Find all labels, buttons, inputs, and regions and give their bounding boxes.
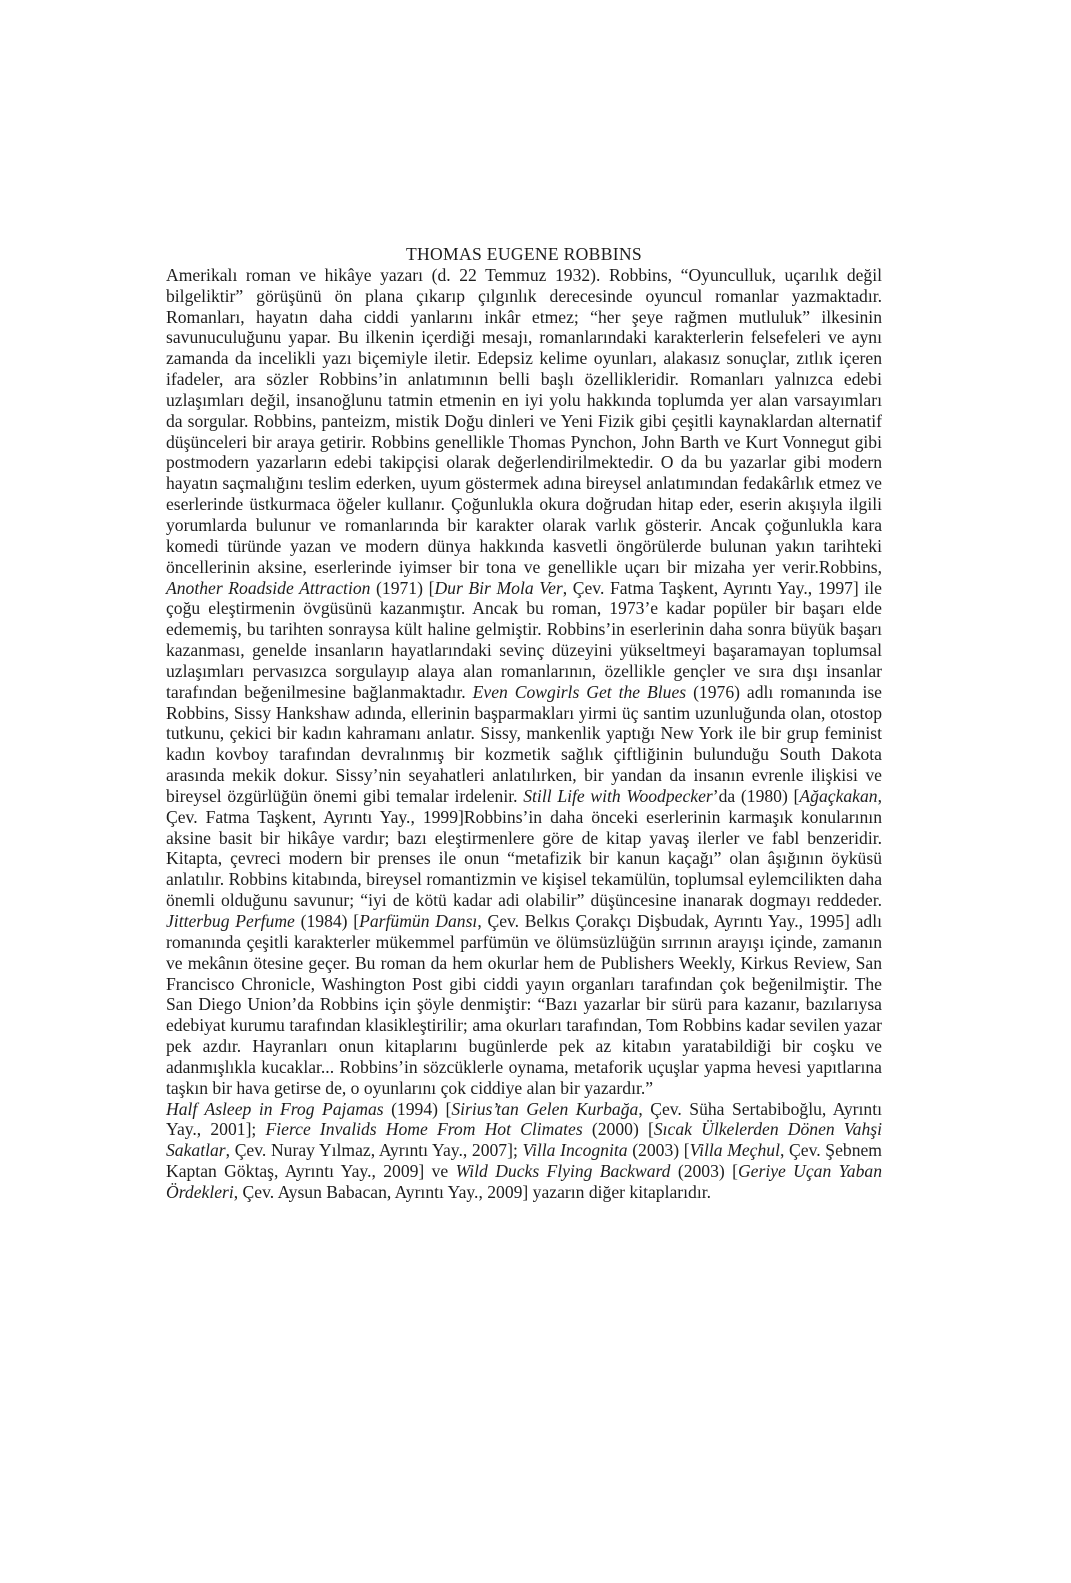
italic-title-text: Sirius’tan Gelen Kurbağa (451, 1098, 639, 1119)
paragraph-text: (2003) [ (627, 1140, 690, 1161)
italic-title-text: Parfümün Dansı (359, 911, 478, 931)
paragraph-text: , Çev. Şebnem Kaptan Göktaş, Ayrıntı Yay., 2009] ve (166, 1140, 882, 1182)
document-page (166, 244, 882, 1203)
paragraph-text: (1971) [ (370, 577, 435, 598)
paragraph-text: ’da (1980) [ (712, 785, 800, 806)
italic-title-text: Villa Incognita (522, 1140, 628, 1161)
paragraph-text: , Çev. Belkıs Çorakçı Dişbudak, Ayrıntı Yay., 1995] adlı romanında çeşitli karakterler mükemmel parfümün ve ölümsüzlüğün sırrının arayışı içinde, zamanın ve mekânın ötesine geçer. Bu roman da hem okurlar hem de Publishers Weekly, Kirkus Review, San Francisco Chronicle, Washington Post gibi ciddi yayın organları tarafından çok beğenilmiştir. The San Diego Union’da Robbins için şöyle denmiştir: “Bazı yazarlar bir sürü para kazanır, bazılarıysa edebiyat kurumu tarafından klasikleştirilir; ama okurları tarafından, Tom Robbins kadar sevilen yazar pek azdır. Hayranları onun kitaplarını bugünlerde pek az kitabın yaratabildiği bir coşku ve adanmışlıkla kucaklar... Robbins’in sözcüklerle oynama, metaforik uçuşlar yapma hevesi yapıtlarına taşkın bir hava getirse de, o oyunlarını çok ciddiye alan bir yazardır.” (166, 911, 883, 1098)
biography-paragraph (166, 265, 882, 1099)
italic-title-text: Another Roadside Attraction (166, 577, 371, 598)
paragraph-text: , Çev. Aysun Babacan, Ayrıntı Yay., 2009] yazarın diğer kitaplarıdır. (233, 1181, 711, 1202)
paragraph-text: , Çev. Fatma Taşkent, Ayrıntı Yay., 1997] ile çoğu eleştirmenin övgüsünü kazanmıştır. Ancak bu roman, 1973’e kadar popüler bir başarı elde edememiş, bu tarihten sonraysa kült haline gelmiştir. Robbins’in eserlerinin daha sonra büyük başarı kazanması, genelde insanların hayatlarındaki sevinç düzeyini yükseltmeyi başaramayan toplumsal uzlaşımları pervasızca sorgulayıp alaya alan romanlarının, özellikle gençler ve sıra dışı insanlar tarafından beğenilmesine bağlanmaktadır. (166, 577, 882, 702)
italic-title-text: Dur Bir Mola Ver (434, 577, 563, 598)
other-books-paragraph (166, 1099, 882, 1203)
italic-title-text: Half Asleep in Frog Pajamas (166, 1098, 384, 1119)
italic-title-text: Jitterbug Perfume (166, 911, 295, 931)
paragraph-text: (2000) [ (582, 1119, 654, 1140)
italic-title-text: Geriye Uçan Yaban Ördekleri (166, 1161, 882, 1202)
paragraph-text: (1984) [ (294, 911, 360, 931)
paragraph-text: , Çev. Süha Sertabiboğlu, Ayrıntı Yay., 2001]; (166, 1098, 882, 1140)
italic-title-text: Sıcak Ülkelerden Dönen Vahşi Sakatlar (166, 1119, 883, 1161)
page-title: THOMAS EUGENE ROBBINS (405, 244, 642, 264)
italic-title-text: Even Cowgirls Get the Blues (472, 681, 687, 702)
paragraph-text: (1994) [ (383, 1098, 452, 1119)
paragraph-text: (1976) adlı romanında ise Robbins, Sissy Hankshaw adında, ellerinin başparmakları yirmi üç santim uzunluğunda olan, otostop tutkunu, çekici bir kadın kahramanı anlatır. Sissy, mankenlik yaptığı New York ile bir grup feminist kadın kovboy tarafından devralınmış bir kozmetik sağlık çiftliğinin bulunduğu South Dakota arasında mekik dokur. Sissy’nin seyahatleri anlatılırken, bir yandan da insanın evrenle ilişkisi ve bireysel özgürlüğün önemi gibi temalar irdelenir. (166, 681, 882, 806)
italic-title-text: Wild Ducks Flying Backward (455, 1161, 671, 1182)
italic-title-text: Fierce Invalids Home From Hot Climates (265, 1119, 583, 1140)
paragraph-text: (2003) [ (670, 1161, 738, 1182)
italic-title-text: Still Life with Woodpecker (523, 785, 713, 806)
paragraph-text: , Çev. Fatma Taşkent, Ayrıntı Yay., 1999]Robbins’in daha önceki eserlerinin karmaşık konularının aksine basit bir hikâye vardır; bazı eleştirmenlere göre de kitap yavaş ilerler ve fabl benzeridir. Kitapta, çevreci modern bir prenses ile onun “metafizik bir kanun kaçağı” olan âşığının öyküsü anlatılır. Robbins kitabında, bireysel romantizmin ve kişisel tekamülün, toplumsal eylemcilikten daha önemli olduğunu savunur; “iyi de kötü kadar adi olabilir” düşüncesine inanarak dogmayı reddeder. (166, 785, 882, 911)
italic-title-text: Villa Meçhul (689, 1140, 780, 1161)
paragraph-text: Amerikalı roman ve hikâye yazarı (d. 22 Temmuz 1932). Robbins, “Oyunculluk, uçarılık değil bilgeliktir” görüşünü ön plana çıkarıp çılgınlık derecesinde oyuncul romanlar yazmaktadır. Romanları, hayatın daha ciddi yanlarını inkâr etmez; “her şeye rağmen mutluluk” ilkesinin savunuculuğunu yapar. Bu ilkenin içerdiği mesajı, romanlarındaki karakterlerin felsefeleri ve aynı zamanda da incelikli yazı biçemiyle iletir. Edepsiz kelime oyunları, alakasız sonuçlar, zıtlık içeren ifadeler, ara sözler Robbins’in anlatımının belli başlı özellikleridir. Romanları yalnızca edebi uzlaşımları değil, insanoğlunu tatmin etmenin en iyi yolu hakkında toplumda yer alan varsayımları da sorgular. Robbins, panteizm, mistik Doğu dinleri ve Yeni Fizik gibi çeşitli kaynaklardan alternatif düşünceleri bir araya getirir. Robbins genellikle Thomas Pynchon, John Barth ve Kurt Vonnegut gibi postmodern yazarların edebi takipçisi olarak değerlendirilmektedir. O da bu yazarlar gibi modern hayatın saçmalığını teslim ederken, uyum göstermek adına bireysel anlatımından fedakârlık etmez ve eserlerinde üstkurmaca öğeler kullanır. Çoğunlukla okura doğrudan hitap eder, eserin akışıyla ilgili yorumlarda bulunur ve romanlarında bir karakter olarak varlık gösterir. Ancak çoğunlukla kara komedi türünde yazan ve modern dünya hakkında kasvetli öngörülerde bulunan yakın tarihteki öncellerinin aksine, eserlerinde iyimser bir tona ve genellikle uçarı bir mizaha yer verir.Robbins, (166, 264, 882, 577)
italic-title-text: Ağaçkakan (799, 785, 878, 806)
paragraph-text: , Çev. Nuray Yılmaz, Ayrıntı Yay., 2007]; (225, 1140, 523, 1161)
